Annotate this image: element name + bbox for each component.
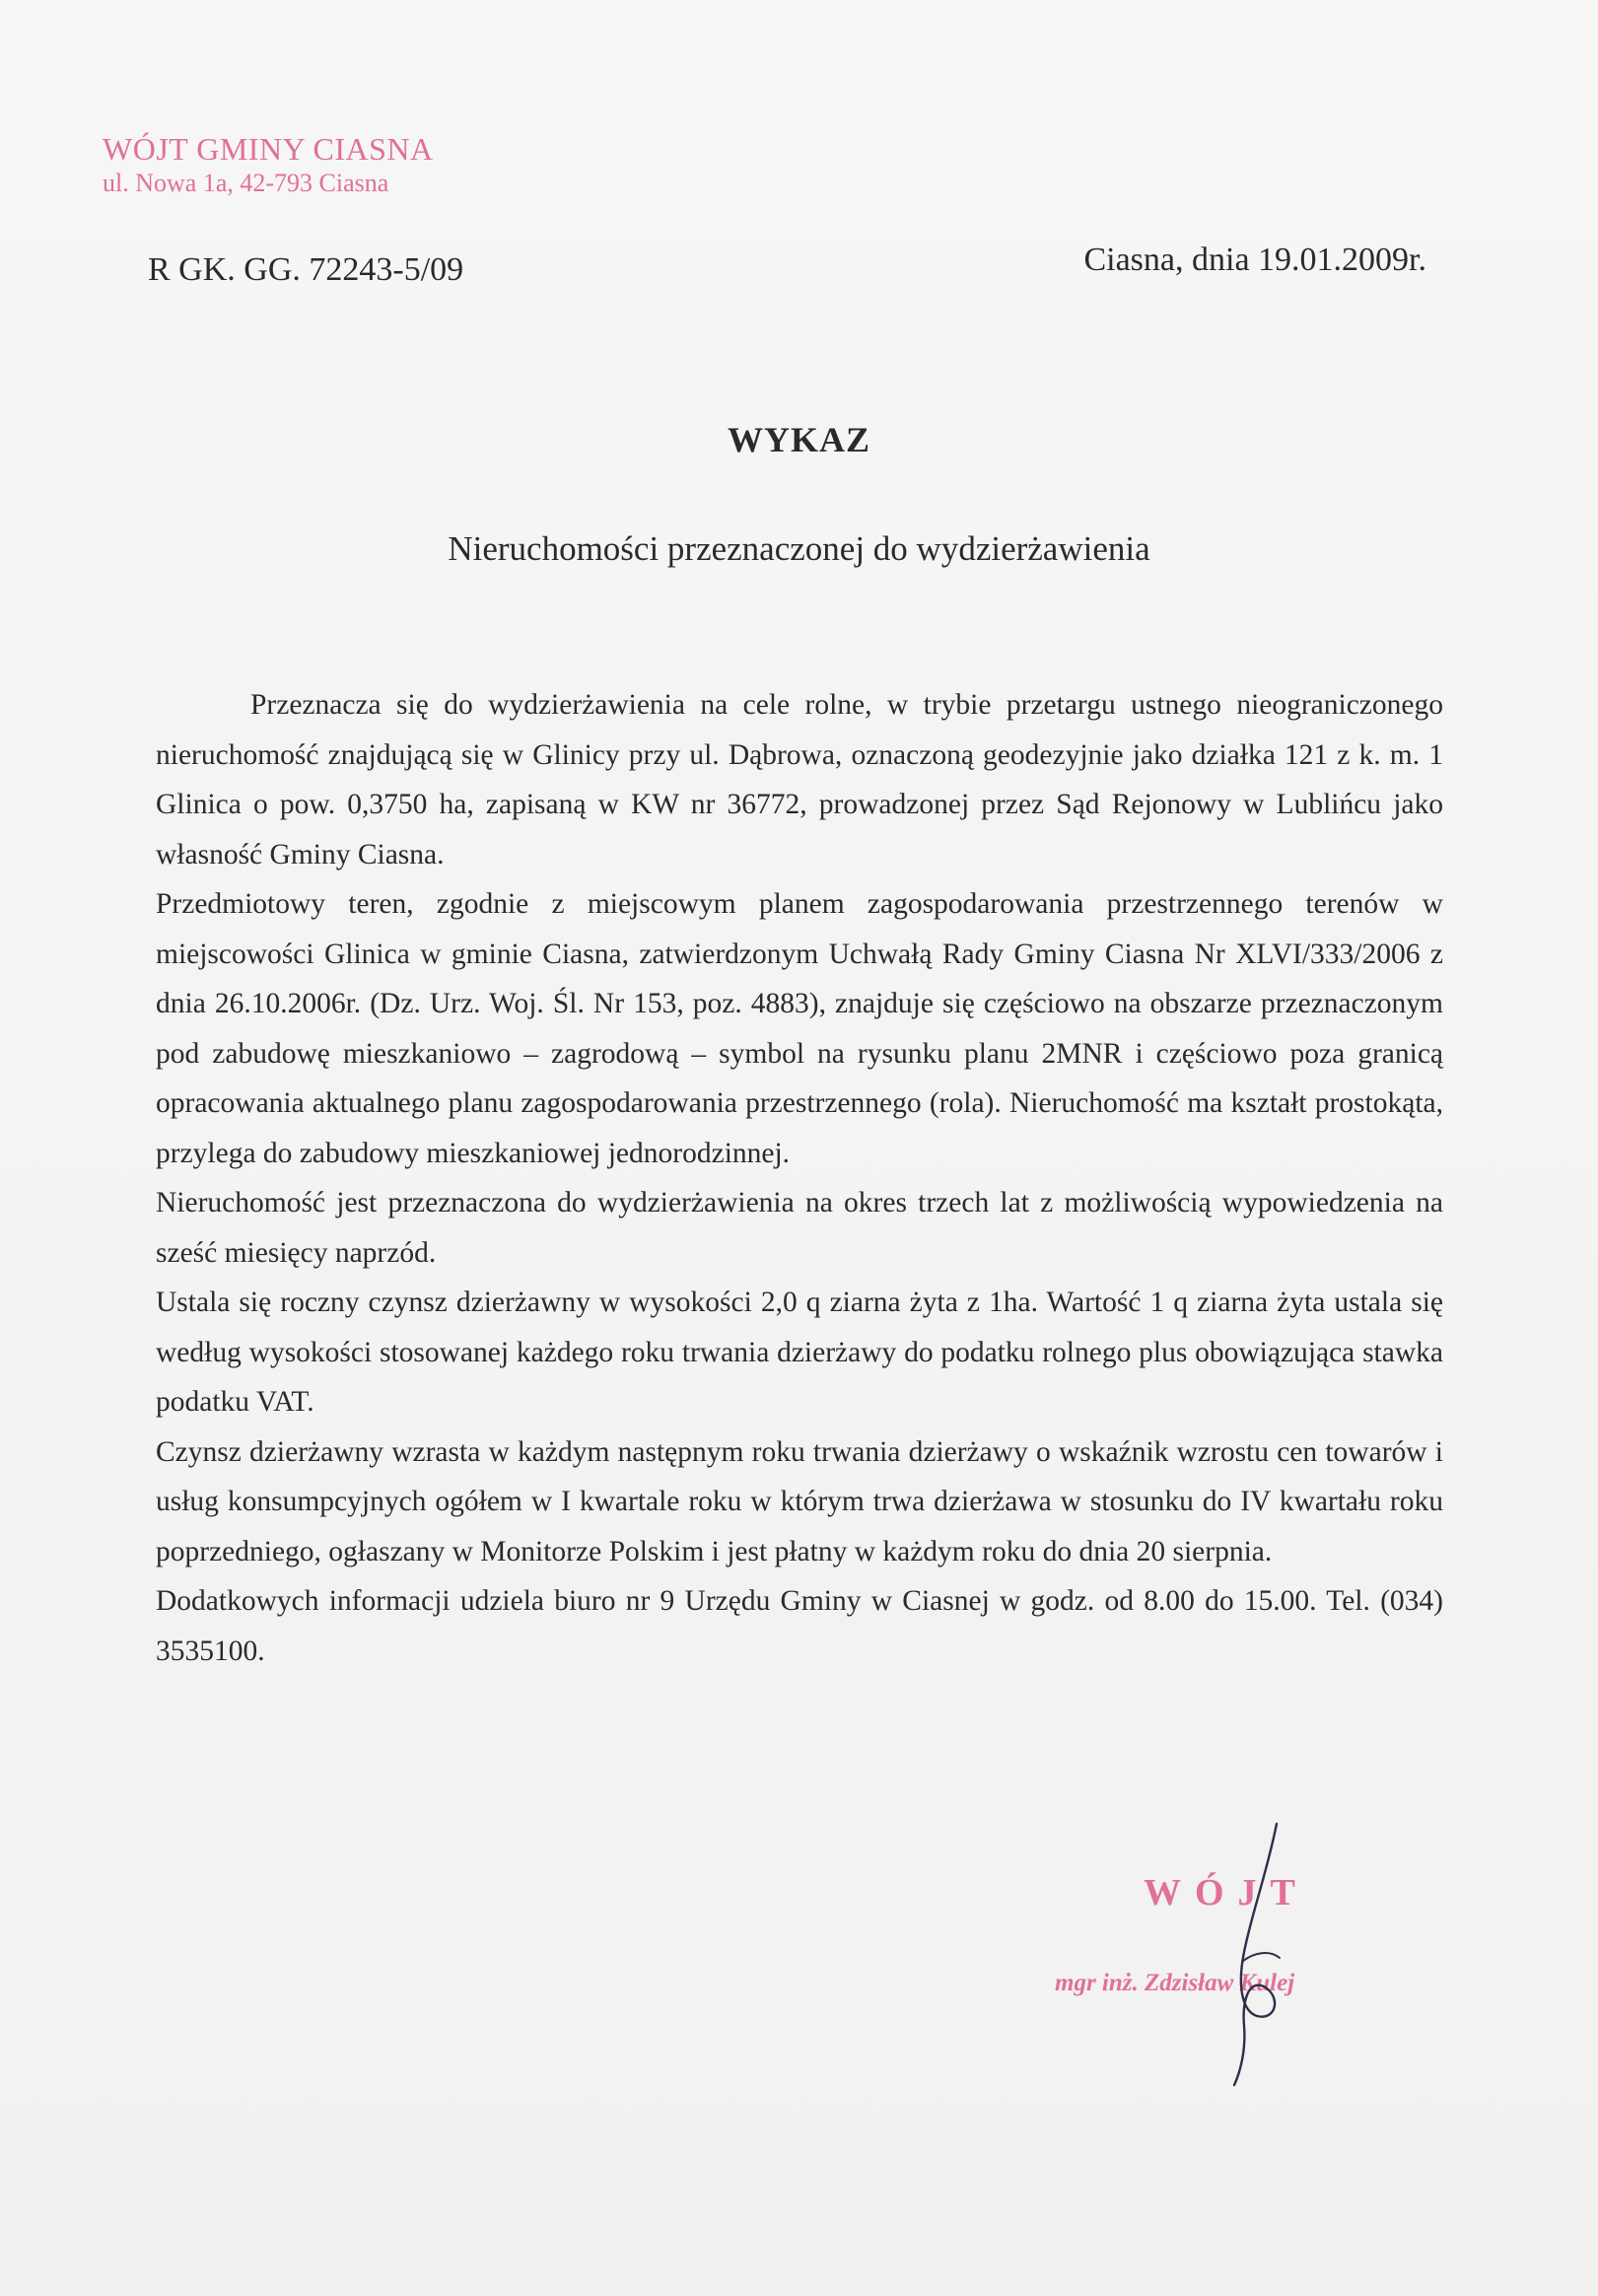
signature-name-stamp: mgr inż. Zdzisław Kulej	[1055, 1970, 1295, 1996]
letterhead-address: ul. Nowa 1a, 42-793 Ciasna	[103, 169, 389, 197]
body-paragraph: Przedmiotowy teren, zgodnie z miejscowym planem zagospodarowania przestrzennego terenów w miejscowości Glinica w gminie Ciasna, zatwierdzonym Uchwałą Rady Gminy Ciasna Nr XLVI/333/2006 z dnia 26.10.2006r. (Dz. Urz. Woj. Śl. Nr 153, poz. 4883), znajduje się częściowo na obszarze przeznaczonym pod zabudowę mieszkaniowo – zagrodową – symbol na rysunku planu 2MNR i częściowo poza granicą opracowania aktualnego planu zagospodarowania przestrzennego (rola). Nieruchomość ma kształt prostokąta, przylega do zabudowy mieszkaniowej jednorodzinnej.	[156, 888, 1443, 1169]
letterhead-name: WÓJT GMINY CIASNA	[103, 131, 434, 167]
document-body	[156, 680, 1443, 1676]
body-paragraph: Przeznacza się do wydzierżawienia na cele rolne, w trybie przetargu ustnego nieograniczonego nieruchomość znajdującą się w Glinicy przy ul. Dąbrowa, oznaczoną geodezyjnie jako działka 121 z k. m. 1 Glinica o pow. 0,3750 ha, zapisaną w KW nr 36772, prowadzonej przez Sąd Rejonowy w Lublińcu jako własność Gminy Ciasna.	[156, 689, 1443, 870]
document-date: Ciasna, dnia 19.01.2009r.	[1083, 242, 1426, 278]
signature-title-stamp: WÓJT	[1144, 1872, 1309, 1913]
body-paragraph: Nieruchomość jest przeznaczona do wydzierżawienia na okres trzech lat z możliwością wypowiedzenia na sześć miesięcy naprzód.	[156, 1187, 1443, 1269]
letterhead-stamp	[103, 130, 434, 199]
document-title: WYKAZ	[727, 420, 870, 459]
reference-number: R GK. GG. 72243-5/09	[148, 251, 464, 288]
body-paragraph: Czynsz dzierżawny wzrasta w każdym następnym roku trwania dzierżawy o wskaźnik wzrostu cen towarów i usług konsumpcyjnych ogółem w I kwartale roku w którym trwa dzierżawa w stosunku do IV kwartału roku poprzedniego, ogłaszany w Monitorze Polskim i jest płatny w każdym roku do dnia 20 sierpnia.	[156, 1435, 1443, 1567]
body-paragraph: Ustala się roczny czynsz dzierżawny w wysokości 2,0 q ziarna żyta z 1ha. Wartość 1 q ziarna żyta ustala się według wysokości stosowanej każdego roku trwania dzierżawy do podatku rolnego plus obowiązująca stawka podatku VAT.	[156, 1287, 1443, 1418]
document-subtitle: Nieruchomości przeznaczonej do wydzierżawienia	[448, 529, 1150, 568]
signature-block	[1045, 1853, 1439, 2090]
body-paragraph: Dodatkowych informacji udziela biuro nr 9 Urzędu Gminy w Ciasnej w godz. od 8.00 do 15.00. Tel. (034) 3535100.	[156, 1585, 1443, 1667]
handwritten-signature	[1183, 1814, 1321, 2090]
